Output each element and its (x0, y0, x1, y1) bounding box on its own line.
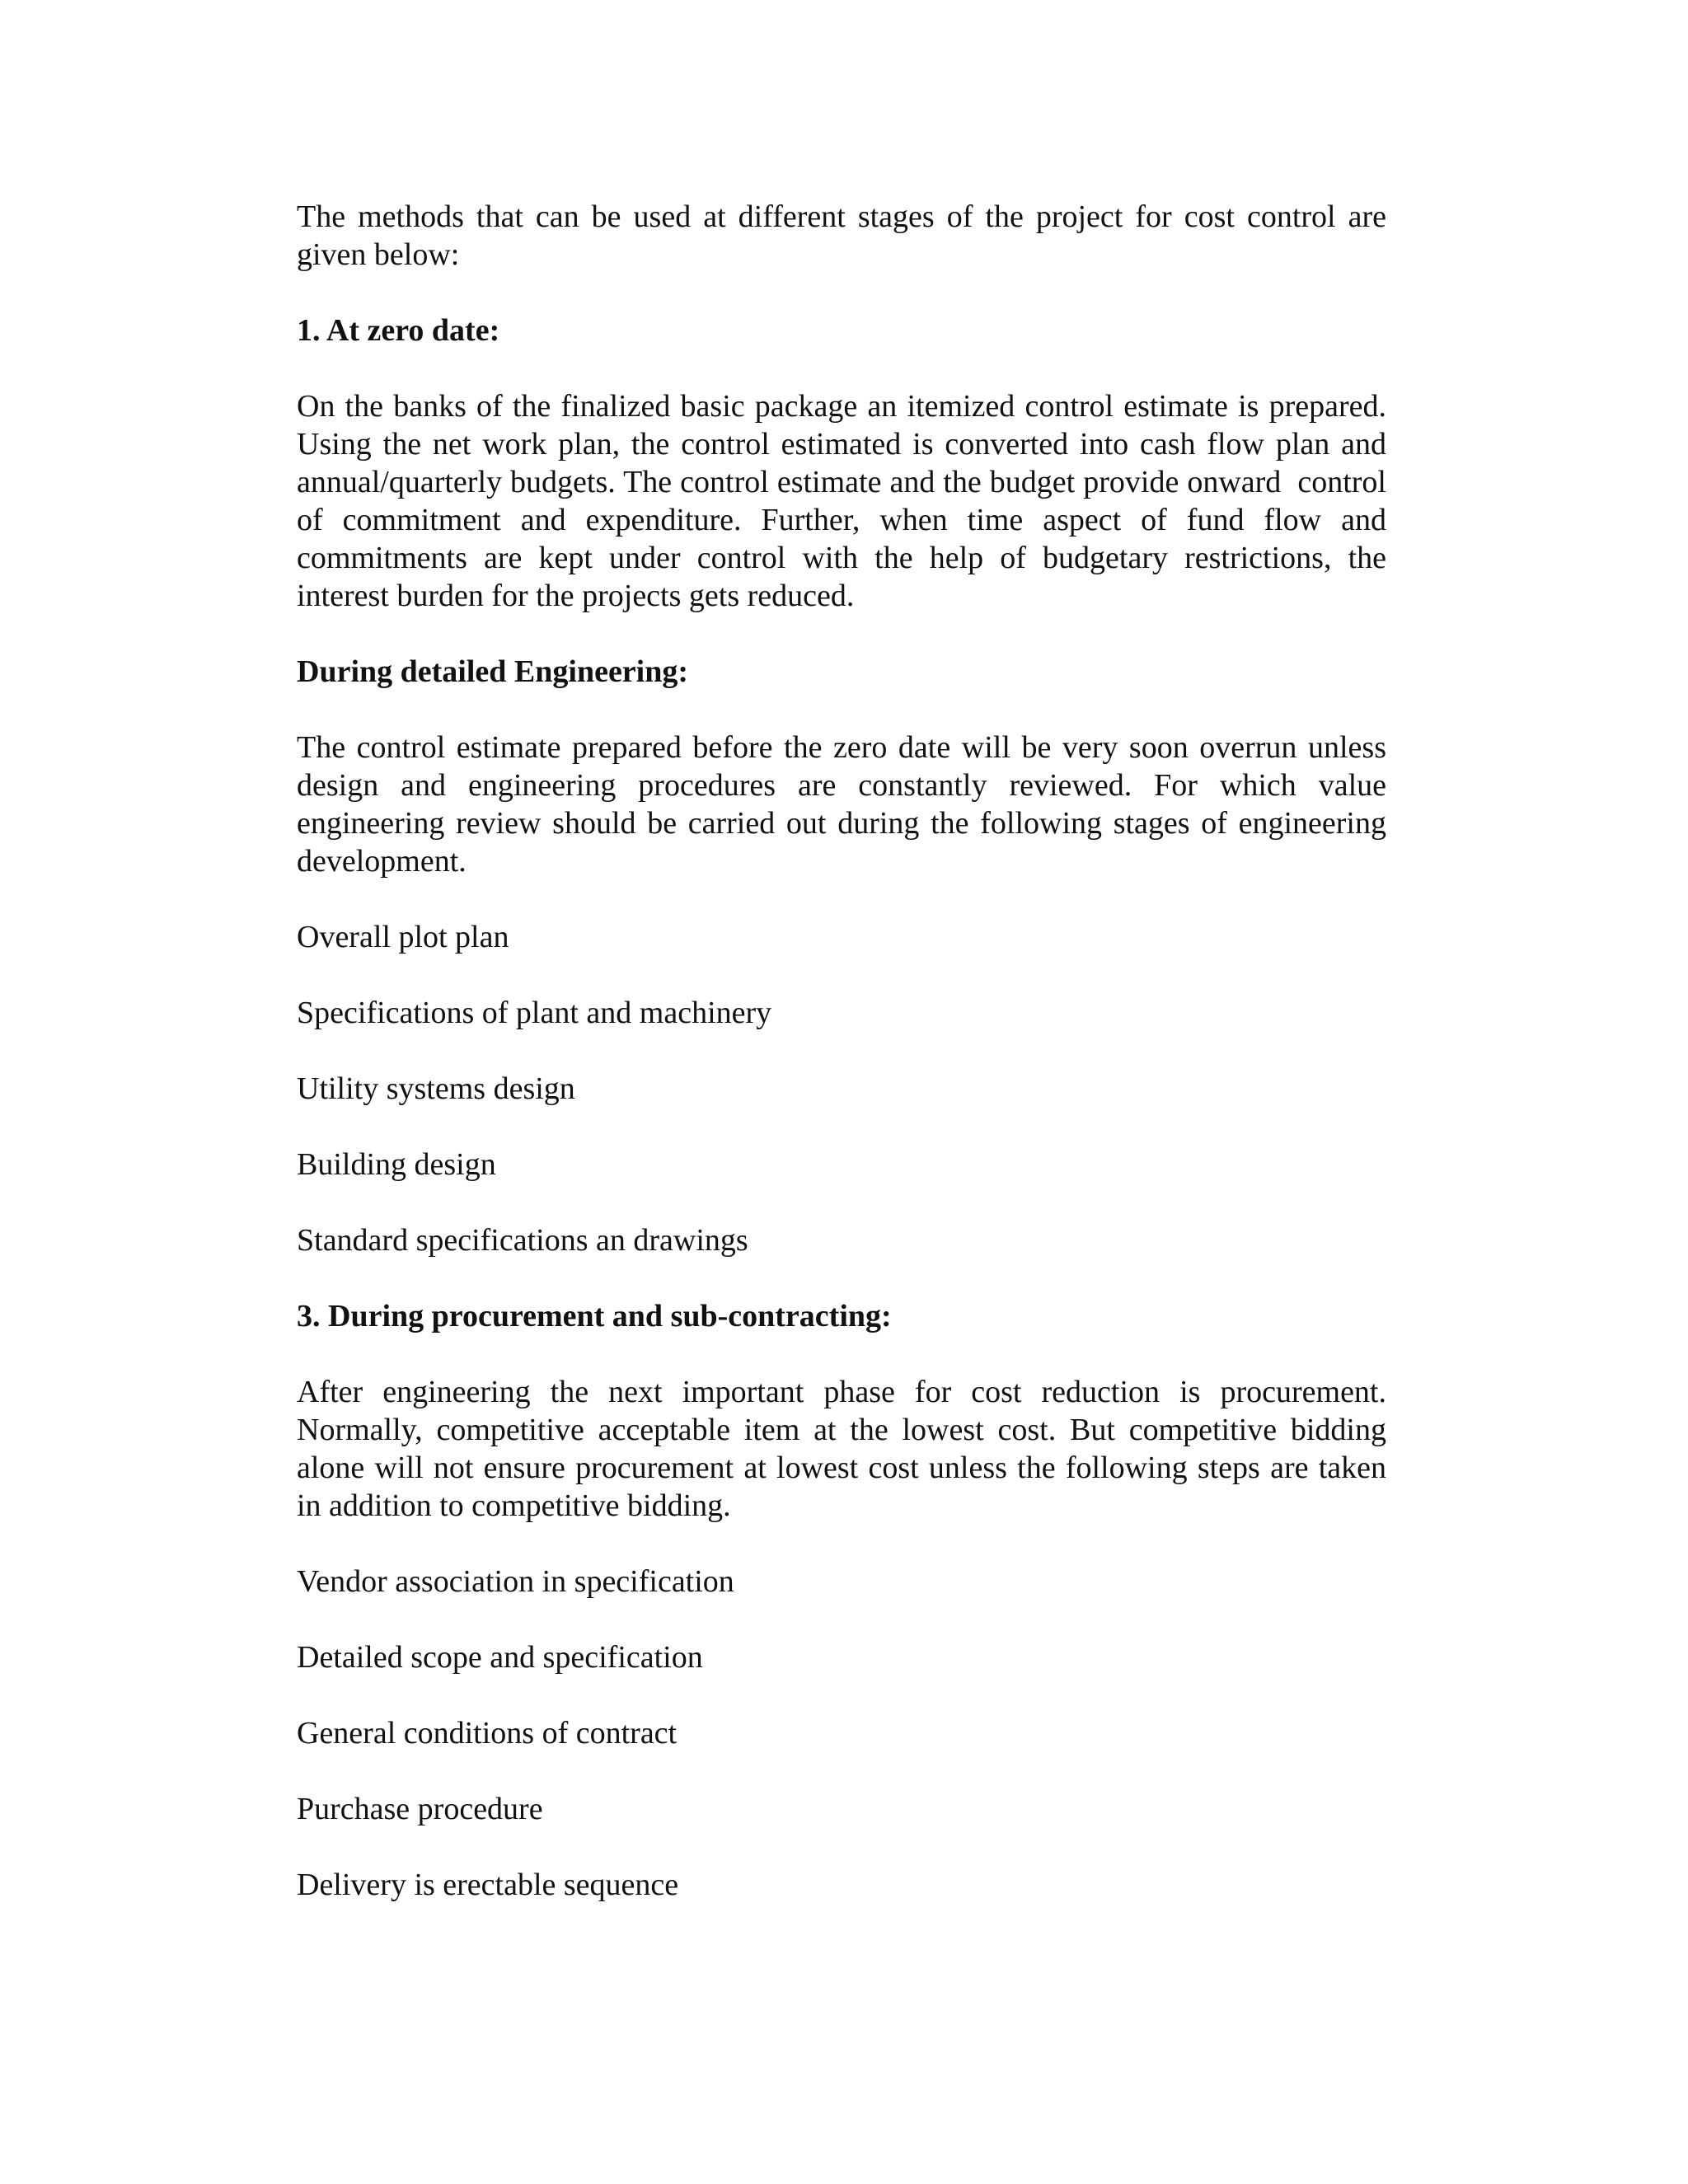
list-item: Detailed scope and specification (297, 1640, 703, 1675)
list-item: Delivery is erectable sequence (297, 1868, 679, 1902)
list-item: Utility systems design (297, 1071, 575, 1106)
list-item: Standard specifications an drawings (297, 1223, 748, 1258)
section-heading-detailed-engineering: During detailed Engineering: (297, 654, 689, 689)
section-heading-procurement: 3. During procurement and sub-contracting: (297, 1299, 892, 1333)
document-body (297, 198, 1395, 1942)
list-item: Vendor association in specification (297, 1564, 734, 1599)
section-body-procurement: After engineering the next important phase for cost reduction is procurement. Normally, competitive acceptable item at the lowest cost. But competitive bidding alone will not ensure procurement at lowest cost unless the following steps are taken in addition to competitive bidding. (297, 1375, 1386, 1523)
list-item: Building design (297, 1147, 496, 1182)
section-body-zero-date: On the banks of the finalized basic package an itemized control estimate is prepared. Using the net work plan, the control estimated is converted into cash flow plan and annual/quarterly budgets. The control estimate and the budget provide onward control of commitment and expenditure. Further, when time aspect of fund flow and commitments are kept under control with the help of budgetary restrictions, the interest burden for the projects gets reduced. (297, 389, 1395, 613)
list-item: Specifications of plant and machinery (297, 996, 772, 1030)
list-item: Overall plot plan (297, 920, 509, 954)
list-item: General conditions of contract (297, 1716, 678, 1750)
intro-paragraph: The methods that can be used at different stages of the project for cost control are given below: (297, 199, 1386, 272)
list-item: Purchase procedure (297, 1792, 543, 1826)
section-heading-zero-date: 1. At zero date: (297, 313, 500, 348)
section-body-detailed-engineering: The control estimate prepared before the zero date will be very soon overrun unless design and engineering procedures are constantly reviewed. For which value engineering review should be carried out during the following stages of engineering development. (297, 730, 1386, 879)
